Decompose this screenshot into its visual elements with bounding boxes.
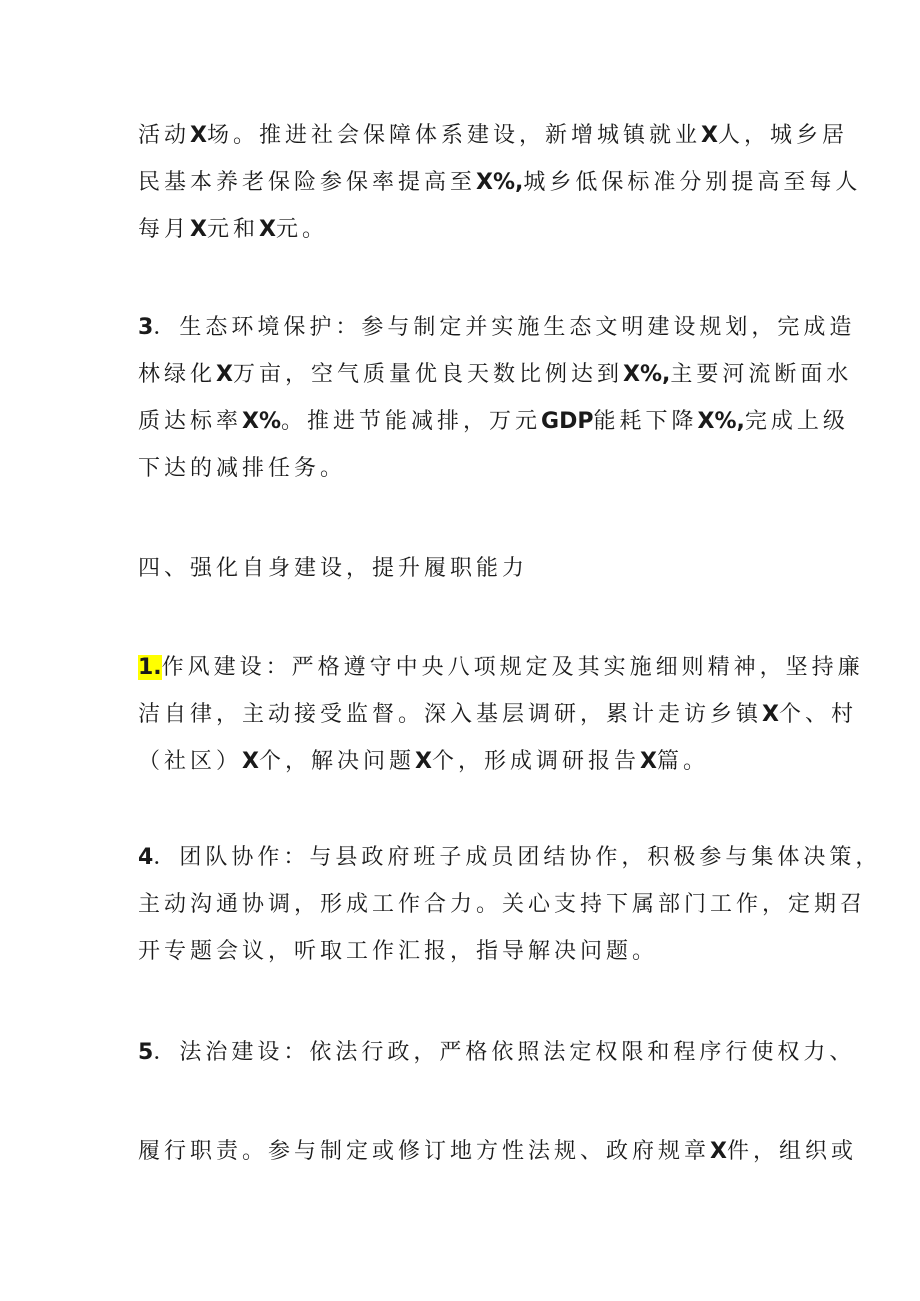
text-line [138,738,788,785]
text-run: 履行职责。参与制定或修订地方性法规、政府规章 [138,1139,711,1164]
text-run: （社区） [138,749,243,774]
text-run: 开专题会议，听取工作汇报，指导解决问题。 [138,939,659,964]
section-heading-four [138,545,788,592]
bold-text: X [415,749,432,774]
text-run: 城乡低保标准分别提高至每人 [523,170,862,195]
text-run: 元。 [275,217,328,242]
text-line [138,1128,857,1175]
paragraph-ecology [138,304,856,492]
text-run: 主要河流断面水 [670,362,853,387]
text-run: ．法治建设：依法行政，严格依照法定权限和程序行使权力、 [153,1040,856,1065]
text-line [138,881,867,928]
bold-text: X [259,217,276,242]
bold-text: 5 [138,1040,154,1065]
text-run: 完成上级 [744,409,849,434]
text-run: 能耗下降 [593,409,698,434]
text-run: 主动沟通协调，形成工作合力。关心支持下属部门工作，定期召 [138,892,867,917]
paragraph-duties [138,1128,857,1175]
bold-text: X%, [697,409,745,434]
text-run: 件，组织或 [726,1139,857,1164]
paragraph-work-style [138,644,864,785]
text-line [138,159,862,206]
paragraph-rule-of-law [138,1029,856,1076]
bold-text: X% [242,409,282,434]
text-line [138,834,882,881]
text-run: 万亩，空气质量优良天数比例达到 [232,362,623,387]
text-line [138,112,848,159]
text-run: 活动 [138,123,191,148]
bold-text: GDP [541,409,594,434]
text-line [138,351,853,398]
bold-text: X%, [476,170,524,195]
text-run: 林绿化 [138,362,217,387]
bold-text: 4 [138,845,154,870]
text-run: 元和 [206,217,259,242]
text-run: 个，解决问题 [258,749,415,774]
text-run: 个，形成调研报告 [431,749,640,774]
text-run: 作风建设：严格遵守中央八项规定及其实施细则精神，坚持廉 [161,655,864,680]
text-run: 场。推进社会保障体系建设，新增城镇就业 [206,123,701,148]
bold-text: X%, [623,362,671,387]
text-line [138,1029,856,1076]
text-line [138,691,857,738]
text-run: ．生态环境保护：参与制定并实施生态文明建设规划，完成造 [153,315,856,340]
text-run: 洁自律，主动接受监督。深入基层调研，累计走访乡镇 [138,702,763,727]
text-line [138,545,788,592]
bold-text: X [710,1139,727,1164]
bold-text: X [242,749,259,774]
highlighted-text: 1. [138,655,162,680]
bold-text: X [639,749,657,774]
text-line [138,644,864,691]
bold-text: X [701,123,718,148]
text-line [138,206,788,253]
text-run: 下达的减排任务。 [138,456,347,481]
text-run: 人，城乡居 [717,123,848,148]
text-line [138,398,849,445]
text-run: 民基本养老保险参保率提高至 [138,170,477,195]
bold-text: X [190,123,207,148]
text-line [138,928,788,975]
text-run: 每月 [138,217,191,242]
text-line [138,304,856,351]
bold-text: X [216,362,233,387]
text-run: 个、村 [778,702,857,727]
paragraph-social-security [138,112,862,253]
text-run: 。推进节能减排，万元 [281,409,542,434]
text-run: 四、强化自身建设，提升履职能力 [138,556,529,581]
bold-text: X [190,217,207,242]
bold-text: X [762,702,779,727]
bold-text: 3 [138,315,154,340]
text-run: 质达标率 [138,409,243,434]
text-run: 篇。 [656,749,709,774]
paragraph-teamwork [138,834,882,975]
text-run: ．团队协作：与县政府班子成员团结协作，积极参与集体决策， [153,845,882,870]
text-line [138,445,788,492]
